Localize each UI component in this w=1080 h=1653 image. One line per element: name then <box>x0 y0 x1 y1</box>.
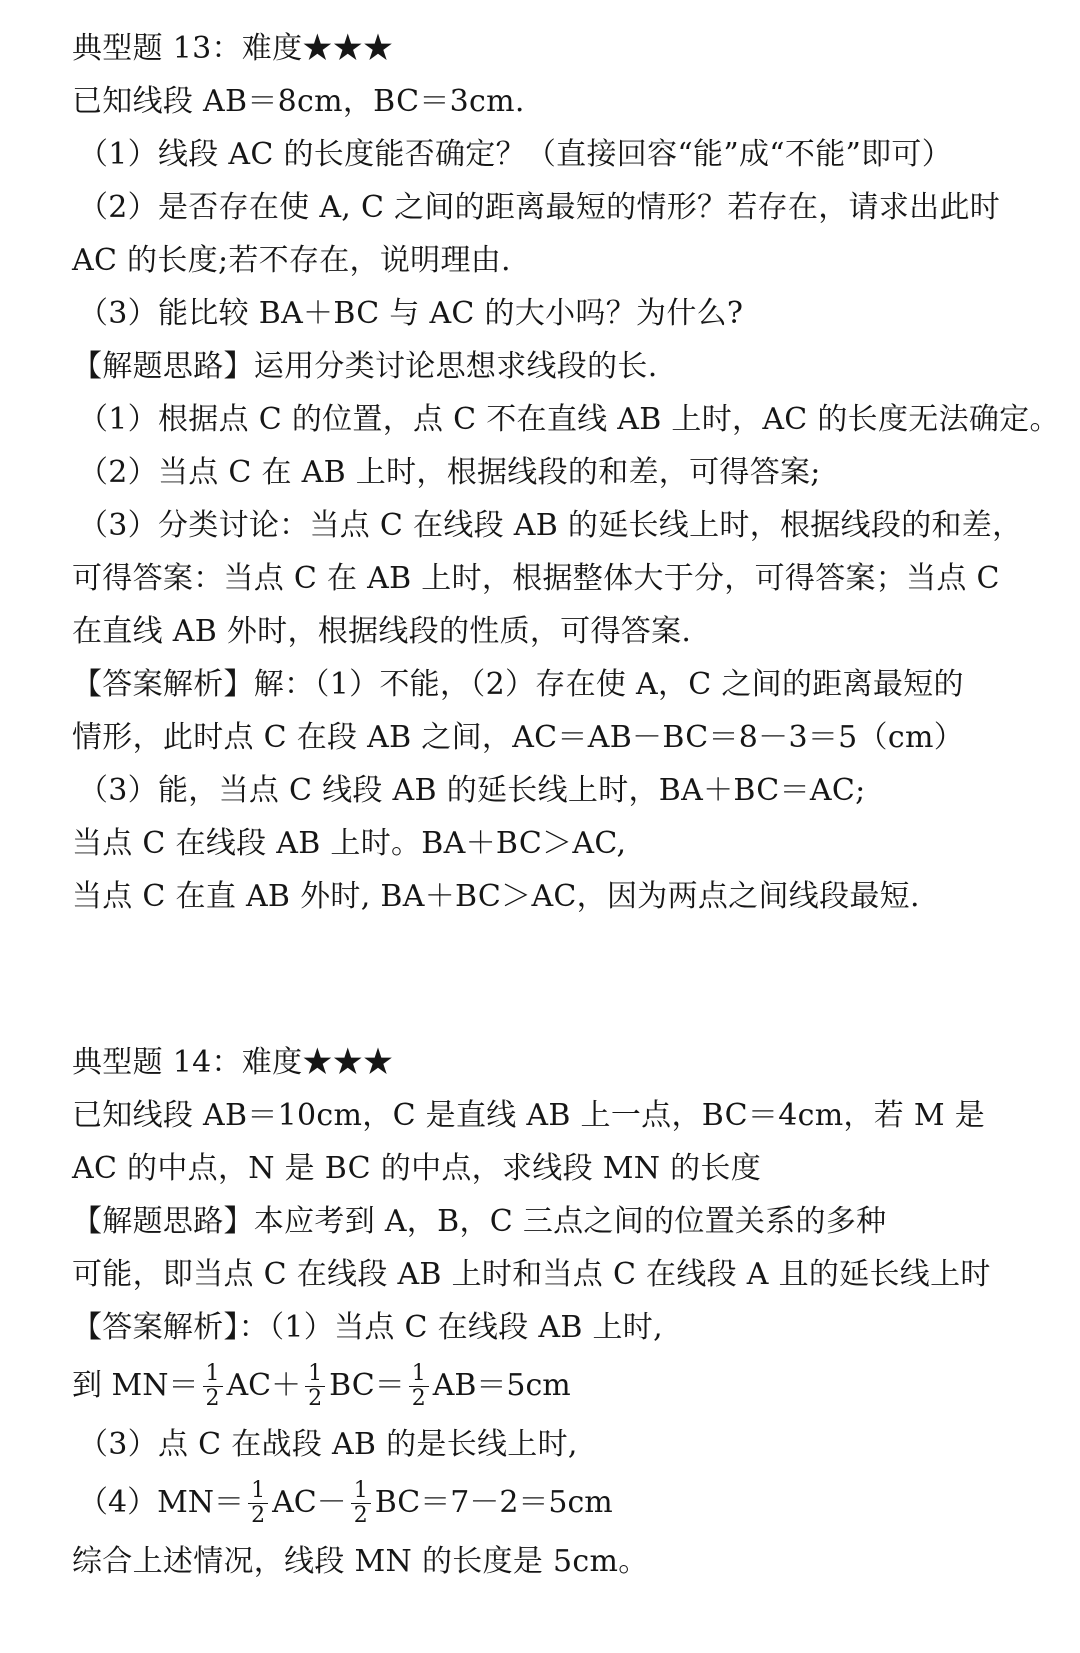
formula-1-term-1: AC＋ <box>226 1368 302 1403</box>
formula-2-fraction-a <box>248 1479 268 1528</box>
fraction-numerator: 1 <box>305 1362 325 1387</box>
formula-1-fraction-a <box>203 1362 223 1411</box>
formula-2-term-1: AC－ <box>272 1485 347 1520</box>
problem-13-question-2-cont: AC 的长度;若不存在，说明理由. <box>72 243 511 278</box>
problem-13-answer-3-case-3: 当点 C 在直 AB 外时, BA＋BC＞AC，因为两点之间线段最短. <box>72 879 920 914</box>
problem-13-approach-3: （3）分类讨论：当点 C 在线段 AB 的延长线上时，根据线段的和差， <box>78 508 1023 543</box>
fraction-numerator: 1 <box>248 1479 268 1504</box>
problem-13-answer-heading: 【答案解析】解：（1）不能，（2）存在使 A，C 之间的距离最短的 <box>72 667 964 702</box>
problem-13-approach-3-cont-2: 在直线 AB 外时，根据线段的性质，可得答案. <box>72 614 692 649</box>
problem-14-formula-2 <box>72 1471 1032 1535</box>
fraction-denominator: 2 <box>411 1385 426 1411</box>
problem-13-answer-2: 情形，此时点 C 在段 AB 之间，AC＝AB－BC＝8－3＝5（cm） <box>72 720 965 755</box>
problem-14-approach-heading: 【解题思路】本应考到 A，B，C 三点之间的位置关系的多种 <box>72 1204 887 1239</box>
problem-13-question-1: （1）线段 AC 的长度能否确定？（直接回容“能”成“不能”即可） <box>78 137 953 172</box>
problem-14-statement-cont: AC 的中点，N 是 BC 的中点，求线段 MN 的长度 <box>72 1151 762 1186</box>
problem-13-answer-3-case-2: 当点 C 在线段 AB 上时。BA＋BC＞AC, <box>72 826 627 861</box>
problem-14-formula-1 <box>72 1354 1032 1418</box>
formula-1-fraction-b <box>305 1362 325 1411</box>
problem-13-statement: 已知线段 AB＝8cm，BC＝3cm. <box>72 84 525 119</box>
problem-14-approach-cont: 可能，即当点 C 在线段 AB 上时和当点 C 在线段 A 且的延长线上时 <box>72 1257 991 1292</box>
problem-13-approach-3-cont: 可得答案：当点 C 在 AB 上时，根据整体大于分，可得答案；当点 C <box>72 561 1000 596</box>
problem-13-answer-3: （3）能，当点 C 线段 AB 的延长线上时，BA＋BC＝AC; <box>78 773 866 808</box>
fraction-denominator: 2 <box>308 1385 323 1411</box>
problem-14 <box>72 1036 1032 1588</box>
problem-14-title: 典型题 14：难度★★★ <box>72 1045 394 1080</box>
formula-2-term-2: BC＝7－2＝5cm <box>374 1485 613 1520</box>
problem-13-title: 典型题 13：难度★★★ <box>72 31 394 66</box>
section-spacer <box>72 923 1032 1036</box>
formula-1-prefix: 到 MN＝ <box>72 1368 199 1403</box>
problem-14-conclusion: 综合上述情况，线段 MN 的长度是 5cm。 <box>72 1544 649 1579</box>
fraction-denominator: 2 <box>353 1502 368 1528</box>
document-page <box>72 22 1060 1588</box>
problem-13-approach-2: （2）当点 C 在 AB 上时，根据线段的和差，可得答案; <box>78 455 821 490</box>
problem-14-answer-heading: 【答案解析】：（1）当点 C 在线段 AB 上时, <box>72 1310 663 1345</box>
fraction-denominator: 2 <box>251 1502 266 1528</box>
problem-13-approach-1: （1）根据点 C 的位置，点 C 不在直线 AB 上时，AC 的长度无法确定。 <box>78 402 1060 437</box>
problem-13-approach-heading: 【解题思路】运用分类讨论思想求线段的长. <box>72 349 658 384</box>
fraction-numerator: 1 <box>351 1479 371 1504</box>
problem-13 <box>72 22 1060 923</box>
formula-1-term-3: AB＝5cm <box>432 1368 571 1403</box>
fraction-numerator: 1 <box>409 1362 429 1387</box>
formula-2-prefix: （4）MN＝ <box>78 1485 245 1520</box>
problem-14-statement: 已知线段 AB＝10cm，C 是直线 AB 上一点，BC＝4cm，若 M 是 <box>72 1098 986 1133</box>
formula-1-term-2: BC＝ <box>329 1368 405 1403</box>
fraction-numerator: 1 <box>203 1362 223 1387</box>
problem-13-question-2: （2）是否存在使 A, C 之间的距离最短的情形？若存在，请求出此时 <box>78 190 1001 225</box>
fraction-denominator: 2 <box>205 1385 220 1411</box>
formula-2-fraction-b <box>351 1479 371 1528</box>
problem-13-question-3: （3）能比较 BA＋BC 与 AC 的大小吗？为什么? <box>78 296 744 331</box>
problem-14-case-3: （3）点 C 在战段 AB 的是长线上时, <box>78 1427 578 1462</box>
formula-1-fraction-c <box>409 1362 429 1411</box>
